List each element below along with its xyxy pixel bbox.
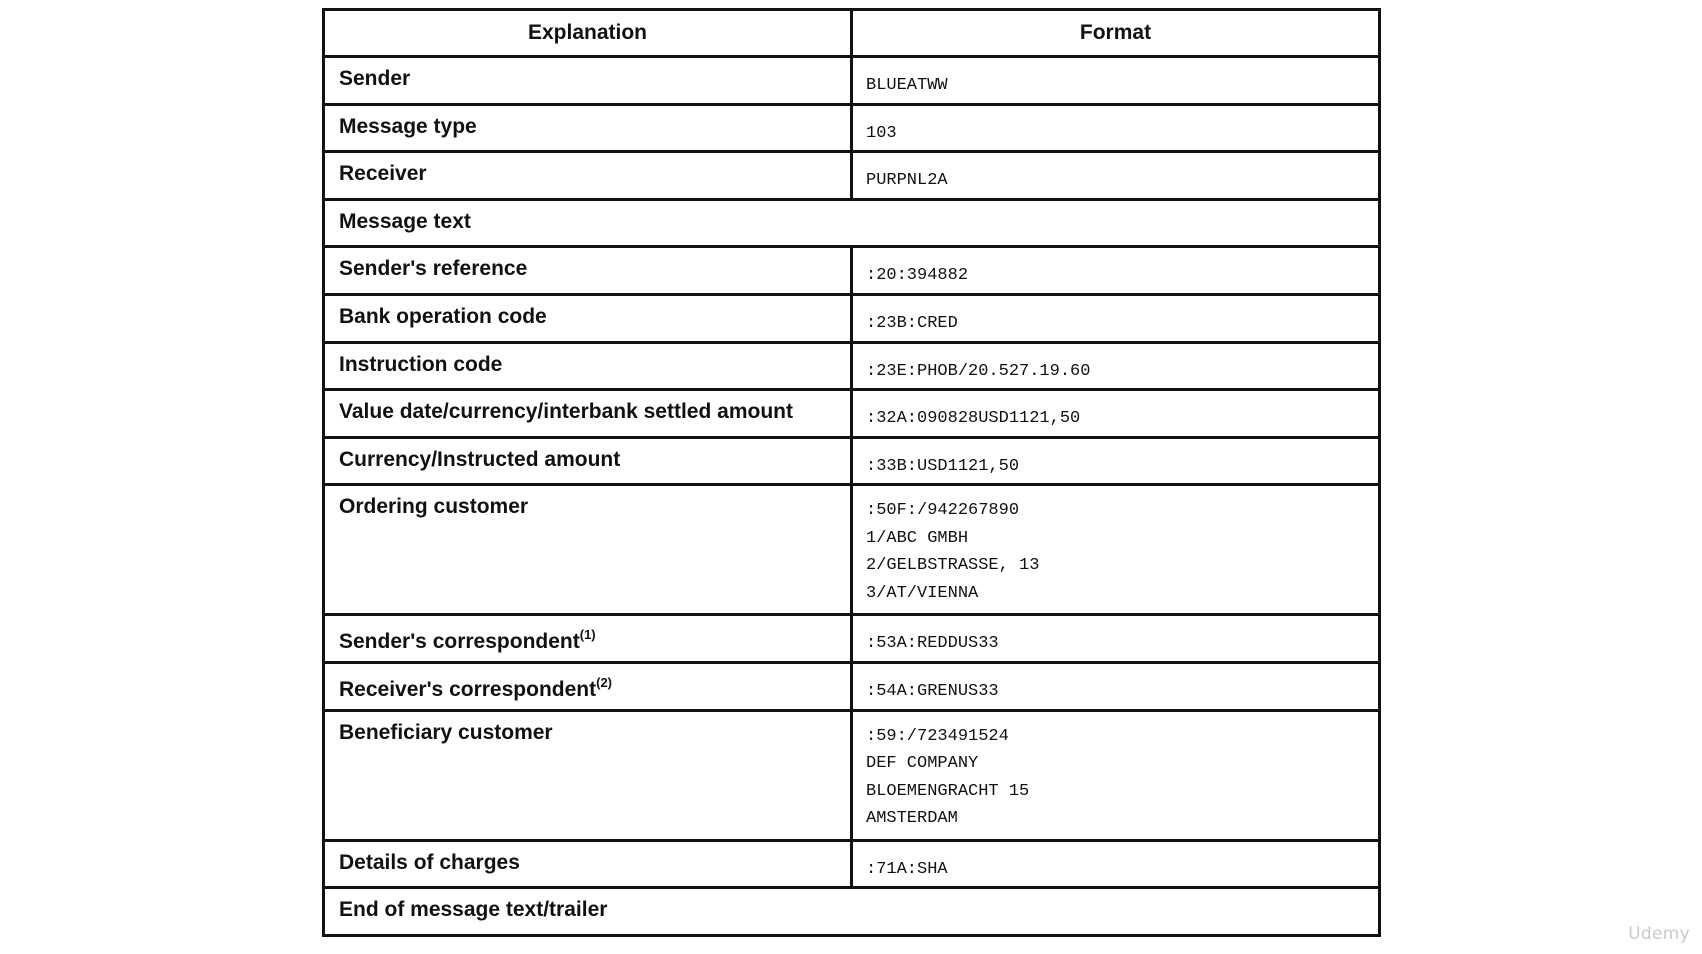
column-header-format: Format <box>852 10 1380 57</box>
format-line: :59:/723491524 <box>866 726 1009 746</box>
format-line: :23E:PHOB/20.527.19.60 <box>866 361 1091 381</box>
row-format <box>852 247 1380 295</box>
table-row <box>324 615 1380 663</box>
row-explanation: Receiver <box>324 152 852 200</box>
row-format <box>852 342 1380 390</box>
format-line: 2/GELBSTRASSE, 13 <box>866 556 1040 576</box>
table-row <box>324 840 1380 888</box>
table-row <box>324 710 1380 840</box>
row-explanation: Message type <box>324 104 852 152</box>
table-row <box>324 342 1380 390</box>
table-row <box>324 294 1380 342</box>
column-header-explanation: Explanation <box>324 10 852 57</box>
format-line: 1/ABC GMBH <box>866 528 969 548</box>
row-explanation: Details of charges <box>324 840 852 888</box>
footnote-marker: (2) <box>596 674 612 690</box>
format-line: BLUEATWW <box>866 76 948 95</box>
format-line: :20:394882 <box>866 266 969 286</box>
row-explanation: Currency/Instructed amount <box>324 437 852 485</box>
row-format <box>852 710 1380 840</box>
row-explanation-section: End of message text/trailer <box>324 888 1380 936</box>
table-row <box>324 152 1380 200</box>
row-format <box>852 662 1380 710</box>
table-row <box>324 485 1380 615</box>
format-line: 3/AT/VIENNA <box>866 583 979 603</box>
row-explanation: Value date/currency/interbank settled amount <box>324 390 852 438</box>
mt103-table <box>322 8 1381 937</box>
table-row-section <box>324 199 1380 247</box>
row-format <box>852 152 1380 200</box>
table-row <box>324 104 1380 152</box>
row-format <box>852 840 1380 888</box>
footnote-marker: (1) <box>579 627 596 643</box>
table-row-section <box>324 888 1380 936</box>
row-format <box>852 57 1380 105</box>
table-row <box>324 662 1380 710</box>
row-format <box>852 104 1380 152</box>
row-explanation-text: Sender's correspondent <box>339 630 580 654</box>
table-row <box>324 247 1380 295</box>
table-row <box>324 57 1380 105</box>
format-line: :54A:GRENUS33 <box>866 681 999 701</box>
format-line: :71A:SHA <box>866 859 948 879</box>
row-explanation: Sender's reference <box>324 247 852 295</box>
format-line: 103 <box>866 123 897 143</box>
format-line: PURPNL2A <box>866 171 948 191</box>
row-format <box>852 294 1380 342</box>
table-row <box>324 390 1380 438</box>
row-explanation-section: Message text <box>324 199 1380 247</box>
table-row <box>324 437 1380 485</box>
udemy-watermark: Udemy <box>1628 924 1690 944</box>
row-explanation: Instruction code <box>324 342 852 390</box>
row-format <box>852 615 1380 663</box>
format-line: :50F:/942267890 <box>866 501 1020 521</box>
row-explanation: Beneficiary customer <box>324 710 852 840</box>
row-explanation-text: Receiver's correspondent <box>339 677 597 701</box>
format-line: :32A:090828USD1121,50 <box>866 409 1081 429</box>
row-explanation <box>324 662 852 710</box>
format-line: :33B:USD1121,50 <box>866 456 1020 476</box>
format-line: BLOEMENGRACHT 15 <box>866 781 1030 801</box>
row-explanation: Ordering customer <box>324 485 852 615</box>
row-explanation <box>324 615 852 663</box>
format-line: AMSTERDAM <box>866 809 958 829</box>
format-line: DEF COMPANY <box>866 754 979 774</box>
row-explanation: Sender <box>324 57 852 105</box>
row-format <box>852 390 1380 438</box>
format-line: :53A:REDDUS33 <box>866 634 999 654</box>
table-header-row <box>324 10 1380 57</box>
row-format <box>852 437 1380 485</box>
format-line: :23B:CRED <box>866 313 958 333</box>
row-explanation: Bank operation code <box>324 294 852 342</box>
row-format <box>852 485 1380 615</box>
